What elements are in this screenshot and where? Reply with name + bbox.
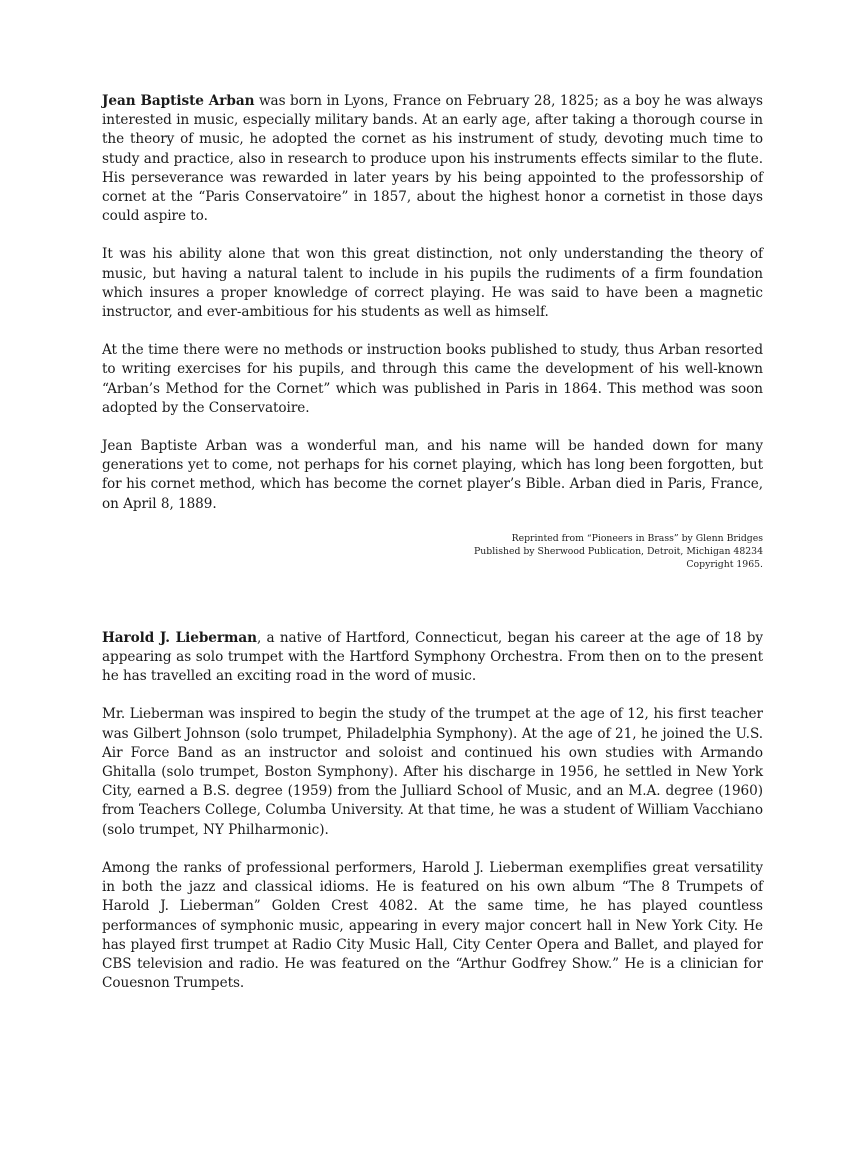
credit-copyright: Copyright 1965. <box>686 558 763 570</box>
credit-source: Reprinted from “Pioneers in Brass” by Glenn Bridges <box>511 532 763 544</box>
arban-paragraph-3: At the time there were no methods or instruction books published to study, thus Arban resorted to writing exercises for his pupils, and through this came the development of his well-known “Arban’s Method for the Cornet” which was published in Paris in 1864. This method was soon adopted by the Conservatoire. <box>102 342 763 416</box>
arban-paragraph-1-text: was born in Lyons, France on February 28, 1825; as a boy he was always interested in music, especially military bands. At an early age, after taking a thorough course in the theory of music, he adopted the cornet as his instrument of study, devoting much time to study and practice, also in research to produce upon his instruments effects similar to the flute. His perseverance was rewarded in later years by his being appointed to the professorship of cornet at the “Paris Conservatoire” in 1857, about the highest honor a cornetist in those days could aspire to. <box>102 93 763 225</box>
lieberman-paragraph-3: Among the ranks of professional performers, Harold J. Lieberman exemplifies great versatility in both the jazz and classical idioms. He is featured on his own album “The 8 Trumpets of Harold J. Lieberman” Golden Crest 4082. At the same time, he has played countless performances of symphonic music, appearing in every major concert hall in New York City. He has played first trumpet at Radio City Music Hall, City Center Opera and Ballet, and played for CBS television and radio. He was featured on the “Arthur Godfrey Show.” He is a clinician for Couesnon Trumpets. <box>102 859 763 992</box>
lieberman-paragraph-1 <box>102 629 763 687</box>
arban-paragraph-4: Jean Baptiste Arban was a wonderful man, and his name will be handed down for many generations yet to come, not perhaps for his cornet playing, which has long been forgotten, but for his cornet method, which has become the cornet player’s Bible. Arban died in Paris, France, on April 8, 1889. <box>102 438 763 512</box>
lieberman-paragraph-2: Mr. Lieberman was inspired to begin the study of the trumpet at the age of 12, his first teacher was Gilbert Johnson (solo trumpet, Philadelphia Symphony). At the age of 21, he joined the U.S. Air Force Band as an instructor and soloist and continued his own studies with Armando Ghitalla (solo trumpet, Boston Symphony). After his discharge in 1956, he settled in New York City, earned a B.S. degree (1959) from the Julliard School of Music, and an M.A. degree (1960) from Teachers College, Columba University. At that time, he was a student of William Vacchiano (solo trumpet, NY Philharmonic). <box>102 706 763 838</box>
document-page <box>102 92 763 993</box>
lieberman-paragraph-1-text: , a native of Hartford, Connecticut, began his career at the age of 18 by appearing as solo trumpet with the Hartford Symphony Orchestra. From then on to the present he has travelled an exciting road in the word of music. <box>102 629 763 685</box>
lieberman-name: Harold J. Lieberman <box>102 629 257 646</box>
credit-publisher: Published by Sherwood Publication, Detroit, Michigan 48234 <box>474 545 763 557</box>
lieberman-biography <box>102 629 763 993</box>
arban-paragraph-2: It was his ability alone that won this great distinction, not only understanding the theory of music, but having a natural talent to include in his pupils the rudiments of a firm foundation which insures a proper knowledge of correct playing. He was said to have been a magnetic instructor, and ever-ambitious for his students as well as himself. <box>102 246 763 321</box>
arban-name: Jean Baptiste Arban <box>102 93 255 109</box>
arban-biography <box>102 92 763 571</box>
arban-paragraph-1 <box>102 92 763 226</box>
reprint-credit <box>102 532 763 571</box>
